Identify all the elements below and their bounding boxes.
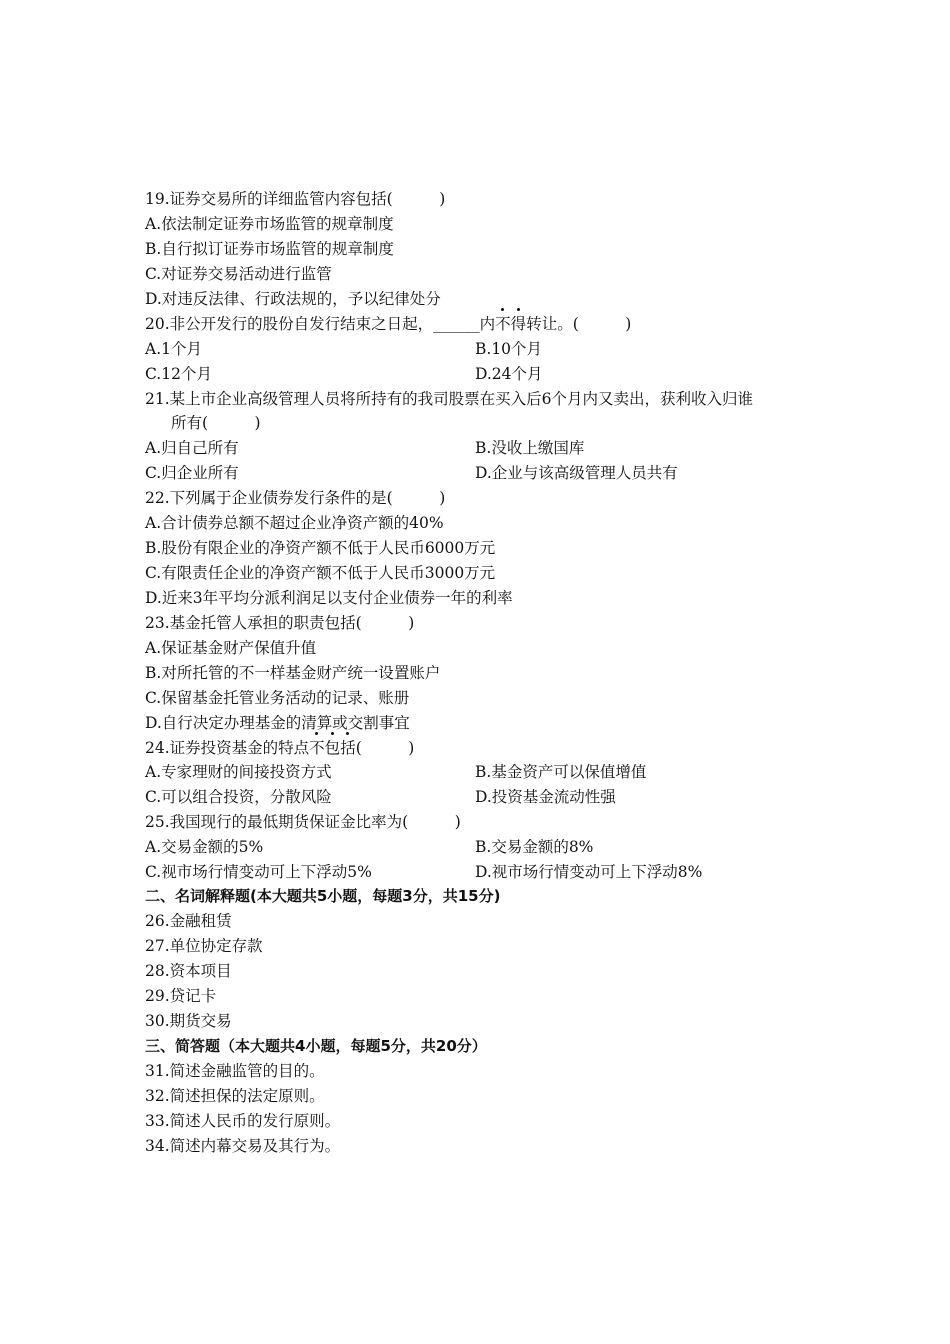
term-item: 27.单位协定存款 — [145, 937, 263, 955]
section-2-heading: 二、名词解释题(本大题共5小题，每题3分，共15分) — [145, 887, 501, 905]
question-24-option-b: B.基金资产可以保值增值 — [475, 763, 647, 781]
question-20-option-b: B.10个月 — [475, 340, 543, 358]
question-23-stem: 23.基金托管人承担的职责包括( ) — [145, 614, 415, 632]
question-19-option-a: A.依法制定证券市场监管的规章制度 — [145, 215, 394, 233]
question-25-option-c: C.视市场行情变动可上下浮动5% — [145, 863, 372, 881]
question-23-option-a: A.保证基金财产保值升值 — [145, 639, 317, 657]
question-19-stem: 19.证券交易所的详细监管内容包括( ) — [145, 190, 446, 208]
question-20-option-d: D.24个月 — [475, 365, 543, 383]
question-20-option-a: A.1个月 — [145, 340, 202, 358]
short-answer-item: 34.简述内幕交易及其行为。 — [145, 1137, 341, 1155]
question-24-stem-pre: 24.证券投资基金的特点 — [145, 739, 310, 757]
question-23-option-c: C.保留基金托管业务活动的记录、账册 — [145, 689, 410, 707]
question-21-option-b: B.没收上缴国库 — [475, 439, 585, 457]
term-item: 30.期货交易 — [145, 1012, 232, 1030]
question-24-stem — [145, 738, 414, 758]
question-19-option-c: C.对证券交易活动进行监管 — [145, 265, 332, 283]
term-item: 28.资本项目 — [145, 962, 232, 980]
question-25-option-b: B.交易金额的8% — [475, 838, 594, 856]
question-21-option-c: C.归企业所有 — [145, 464, 239, 482]
section-3-heading: 三、简答题（本大题共4小题，每题5分，共20分） — [145, 1037, 487, 1055]
emphasis-char: 包 — [324, 739, 341, 757]
short-answer-item: 33.简述人民币的发行原则。 — [145, 1112, 341, 1130]
question-20-option-c: C.12个月 — [145, 365, 212, 383]
question-24-option-d: D.投资基金流动性强 — [475, 788, 616, 806]
question-25-stem: 25.我国现行的最低期货保证金比率为( ) — [145, 813, 461, 831]
question-25-option-a: A.交易金额的5% — [145, 838, 264, 856]
emphasis-char: 括 — [340, 739, 356, 757]
short-answer-item: 31.简述金融监管的目的。 — [145, 1062, 325, 1080]
emphasis-char: 得 — [510, 315, 527, 333]
term-item: 26.金融租赁 — [145, 912, 232, 930]
question-22-option-a: A.合计债券总额不超过企业净资产额的40% — [145, 514, 444, 532]
question-24-stem-post: ( ) — [355, 739, 415, 757]
question-22-option-c: C.有限责任企业的净资产额不低于人民币3000万元 — [145, 564, 496, 582]
question-20-stem — [145, 314, 631, 334]
question-21-option-d: D.企业与该高级管理人员共有 — [475, 464, 678, 482]
emphasis-char: 不 — [495, 315, 511, 333]
question-20-stem-pre: 20.非公开发行的股份自发行结束之日起，______内 — [145, 315, 496, 333]
question-22-option-b: B.股份有限企业的净资产额不低于人民币6000万元 — [145, 539, 496, 557]
question-24-option-a: A.专家理财的间接投资方式 — [145, 763, 332, 781]
question-19-option-d: D.对违反法律、行政法规的，予以纪律处分 — [145, 290, 441, 308]
question-22-stem: 22.下列属于企业债券发行条件的是( ) — [145, 489, 446, 507]
question-22-option-d: D.近来3年平均分派利润足以支付企业债券一年的利率 — [145, 589, 513, 607]
question-21-stem-line1: 21.某上市企业高级管理人员将所持有的我司股票在买入后6个月内又卖出，获利收入归谁 — [145, 390, 754, 408]
question-19-option-b: B.自行拟订证券市场监管的规章制度 — [145, 240, 394, 258]
emphasis-char: 不 — [309, 739, 325, 757]
short-answer-item: 32.简述担保的法定原则。 — [145, 1087, 325, 1105]
question-23-option-d: D.自行决定办理基金的清算或交割事宜 — [145, 714, 410, 732]
question-20-stem-post: 转让。( ) — [526, 315, 632, 333]
term-item: 29.贷记卡 — [145, 987, 217, 1005]
question-23-option-b: B.对所托管的不一样基金财产统一设置账户 — [145, 664, 441, 682]
question-24-option-c: C.可以组合投资，分散风险 — [145, 788, 332, 806]
question-21-option-a: A.归自己所有 — [145, 439, 239, 457]
question-25-option-d: D.视市场行情变动可上下浮动8% — [475, 863, 703, 881]
question-21-stem-line2: 所有( ) — [171, 414, 261, 432]
